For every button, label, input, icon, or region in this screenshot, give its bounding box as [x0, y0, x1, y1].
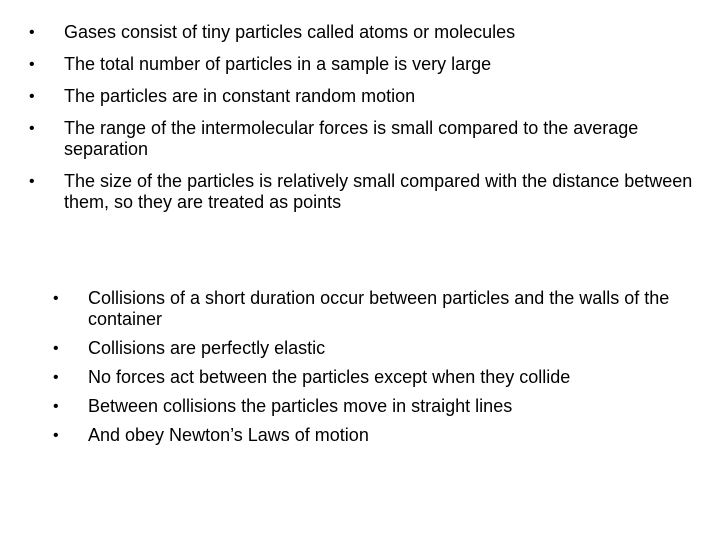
bullet-marker: •: [29, 173, 35, 190]
bullet-marker: •: [53, 290, 59, 307]
bullet-text: Collisions are perfectly elastic: [88, 338, 326, 358]
bullet-item: [28, 86, 698, 107]
bullet-marker: •: [29, 56, 35, 73]
bullet-text: The range of the intermolecular forces is small compared to the average separation: [64, 118, 639, 159]
bullet-text: The size of the particles is relatively small compared with the distance between them, so they are treated as points: [64, 171, 693, 212]
bullet-text: Collisions of a short duration occur between particles and the walls of the container: [88, 288, 670, 329]
bullet-marker: •: [29, 88, 35, 105]
bullet-marker: •: [53, 398, 59, 415]
bullet-item: [52, 338, 672, 359]
bullet-text: Gases consist of tiny particles called atoms or molecules: [64, 22, 516, 42]
bullet-item: [28, 118, 698, 160]
bullet-item: [28, 22, 698, 43]
bullet-marker: •: [53, 340, 59, 357]
bullet-text: Between collisions the particles move in straight lines: [88, 396, 513, 416]
bullet-marker: •: [53, 427, 59, 444]
bullet-item: [52, 425, 672, 446]
bullet-marker: •: [29, 120, 35, 137]
bullet-item: [52, 367, 672, 388]
bullet-text: The total number of particles in a sample is very large: [64, 54, 492, 74]
upper-bullet-list: [28, 22, 698, 213]
bullet-marker: •: [53, 369, 59, 386]
bullet-marker: •: [29, 24, 35, 41]
bullet-item: [52, 396, 672, 417]
bullet-text: The particles are in constant random motion: [64, 86, 416, 106]
bullet-text: No forces act between the particles except when they collide: [88, 367, 571, 387]
bullet-item: [28, 54, 698, 75]
bullet-text: And obey Newton’s Laws of motion: [88, 425, 369, 445]
bullet-item: [28, 171, 698, 213]
bullet-item: [52, 288, 672, 330]
lower-bullet-list: [52, 288, 672, 454]
